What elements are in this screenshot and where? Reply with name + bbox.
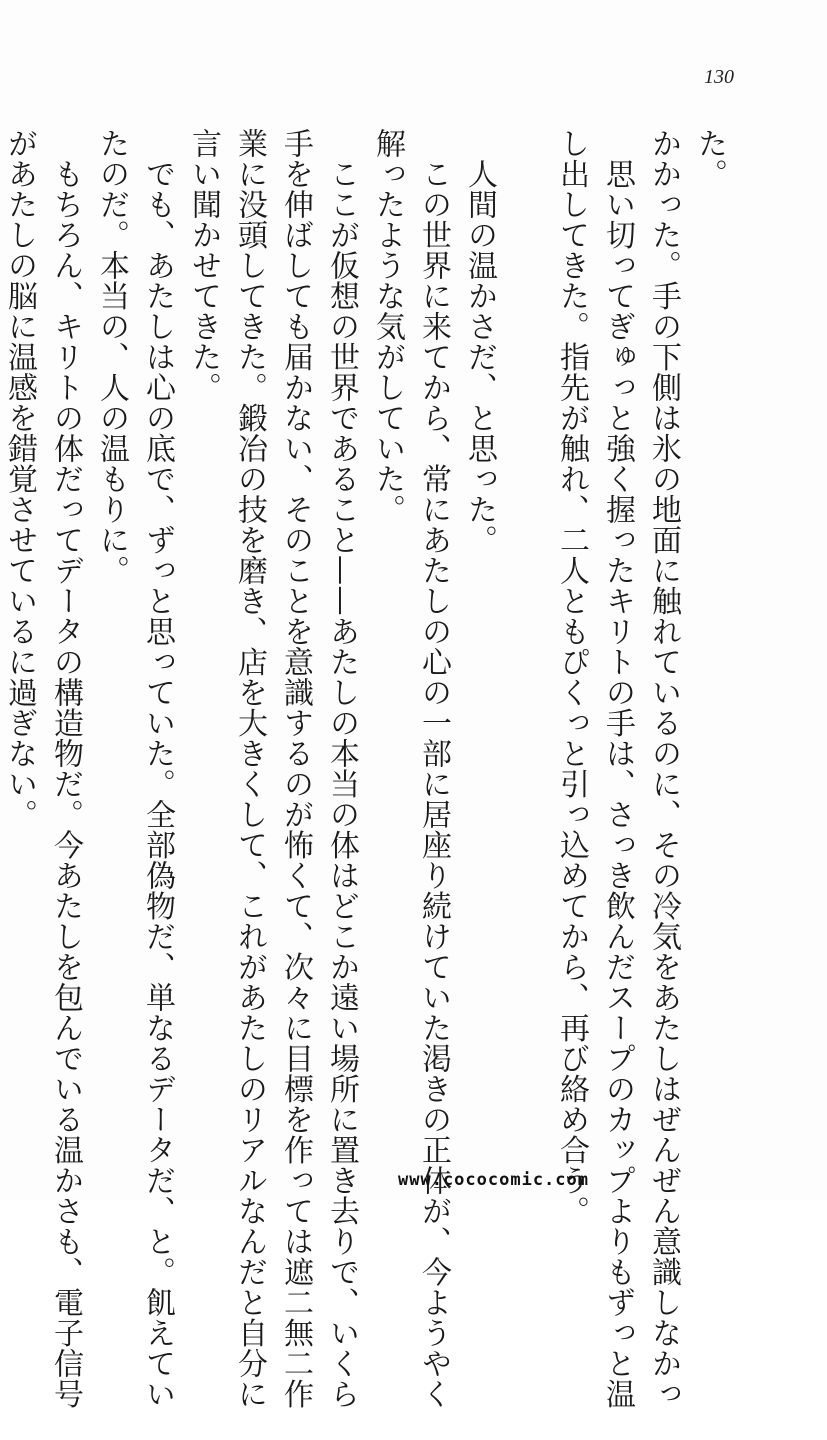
text-line: 解ったような気がしていた。: [370, 128, 405, 525]
watermark: www.cococomic.com: [398, 1170, 589, 1190]
text-line: た。: [692, 128, 727, 189]
text-line: し出してきた。指先が触れ、二人ともぴくっと引っ込めてから、再び絡め合う。: [554, 128, 589, 1226]
text-line: 言い聞かせてきた。: [186, 128, 221, 403]
text-line: もちろん、キリトの体だってデータの構造物だ。今あたしを包んでいる温かさも、電子信号: [48, 128, 83, 1409]
text-line: 業に没頭してきた。鍛冶の技を磨き、店を大きくして、これがあたしのリアルなんだと自分に: [232, 128, 267, 1409]
text-line: があたしの脳に温感を錯覚させているに過ぎない。: [2, 128, 37, 830]
text-line: 人間の温かさだ、と思った。: [462, 128, 497, 555]
text-line: 思い切ってぎゅっと強く握ったキリトの手は、さっき飲んだスープのカップよりもずっと温: [600, 128, 635, 1409]
page-number: 130: [704, 66, 734, 88]
blank-line: [502, 128, 548, 1128]
text-line: かかった。手の下側は氷の地面に触れているのに、その冷気をあたしはぜんぜん意識しなかっ: [646, 128, 681, 1409]
text-line: この世界に来てから、常にあたしの心の一部に居座り続けていた渇きの正体が、今ようやく: [416, 128, 451, 1409]
text-line: たのだ。本当の、人の温もりに。: [94, 128, 129, 586]
text-line: でも、あたしは心の底で、ずっと思っていた。全部偽物だ、単なるデータだ、と。飢えてい: [140, 128, 175, 1409]
text-line: 手を伸ばしても届かない、そのことを意識するのが怖くて、次々に目標を作っては遮二無二作: [278, 128, 313, 1409]
text-line: ここが仮想の世界であること——あたしの本当の体はどこか遠い場所に置き去りで、いくら: [324, 128, 359, 1409]
